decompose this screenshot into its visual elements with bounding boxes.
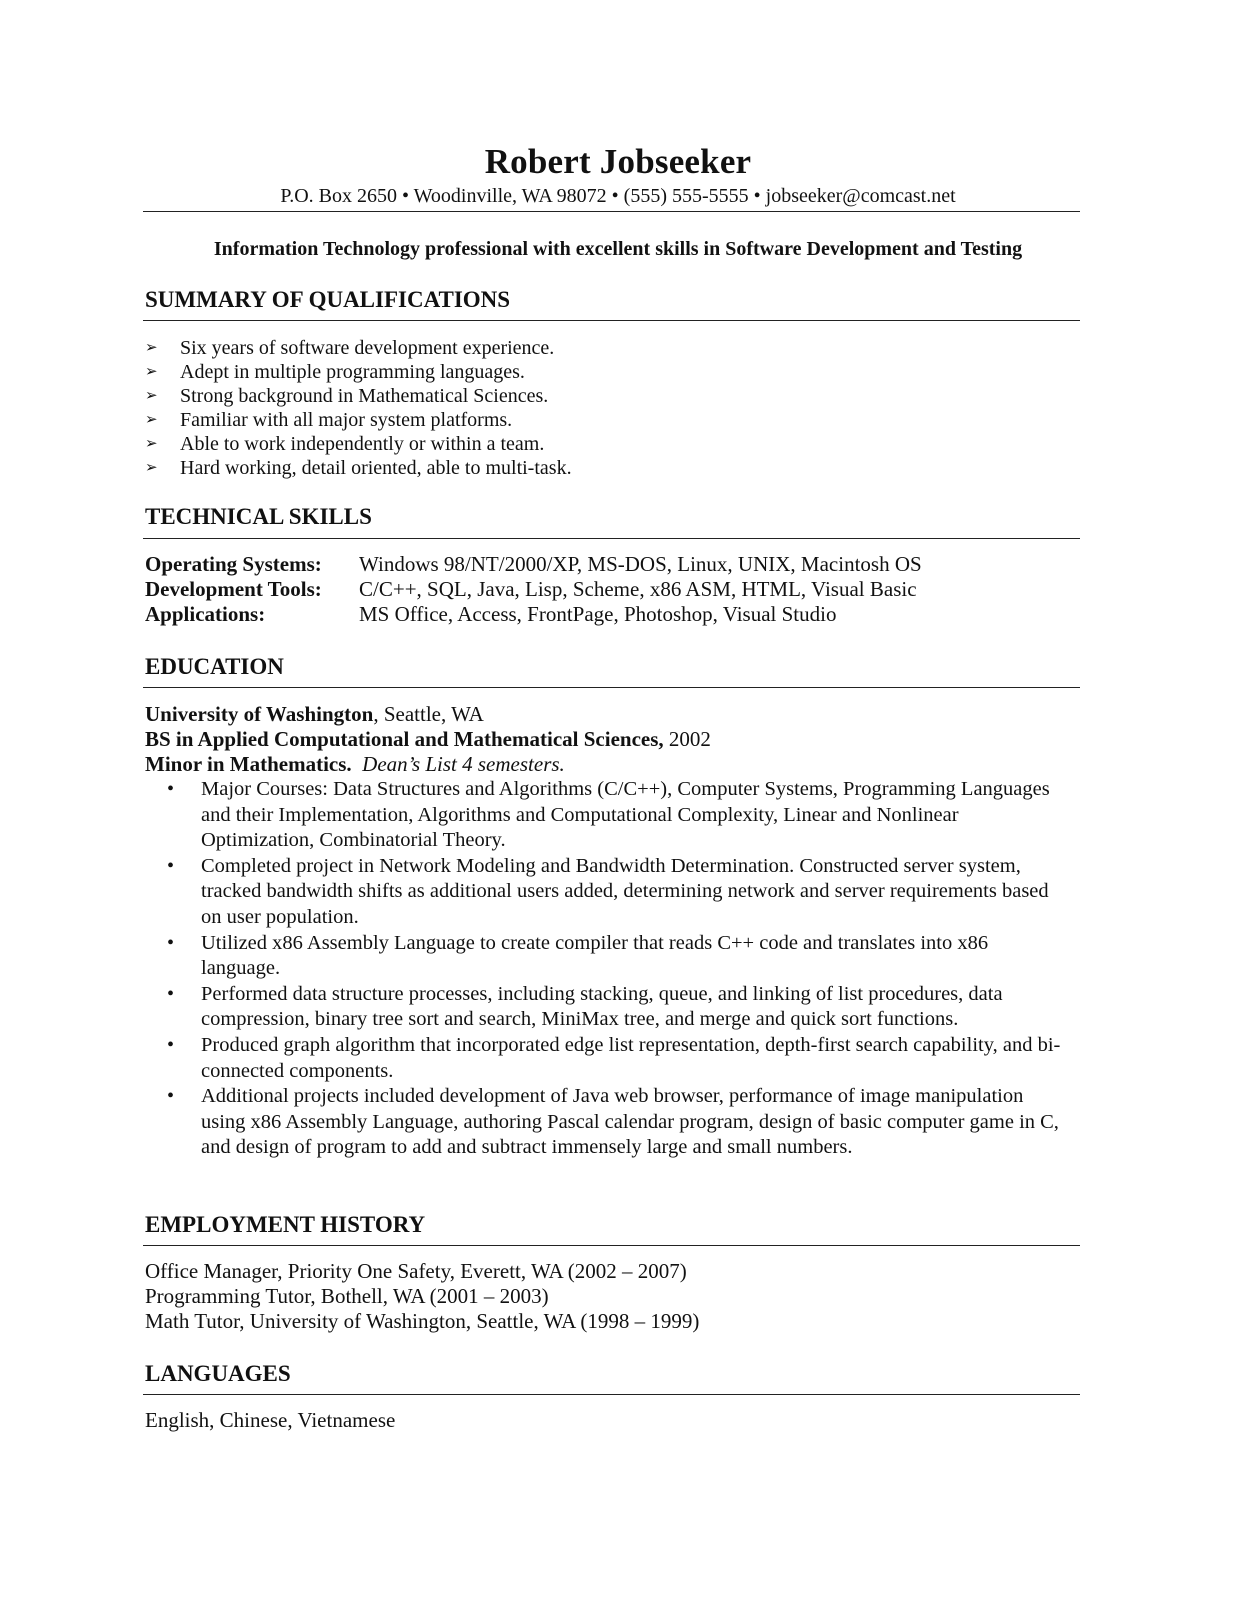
skill-value: Windows 98/NT/2000/XP, MS-DOS, Linux, UNIX, Macintosh OS [359,552,922,576]
employment-item: Programming Tutor, Bothell, WA (2001 – 2003) [145,1284,549,1308]
bullet-icon: • [167,982,175,1005]
degree-name: BS in Applied Computational and Mathematical Sciences, [145,727,664,751]
education-item [145,931,1065,982]
arrowhead-icon: ➢ [145,412,158,428]
minor-line [145,752,565,777]
section-title-education: EDUCATION [145,654,284,679]
section-title-languages: LANGUAGES [145,1361,291,1386]
education-item [145,982,1065,1033]
section-title-summary: SUMMARY OF QUALIFICATIONS [145,287,511,312]
skill-value: MS Office, Access, FrontPage, Photoshop, Visual Studio [359,602,837,626]
section-divider-skills [143,538,1080,539]
qualification-text: Six years of software development experience. [180,337,555,359]
bullet-icon: • [167,1033,175,1056]
minor-name: Minor in Mathematics. [145,752,352,776]
education-item-text: Utilized x86 Assembly Language to create compiler that reads C++ code and translates into x86 language. [201,931,989,980]
skill-label: Development Tools: [145,577,322,601]
education-item [145,1033,1065,1084]
section-title-employment: EMPLOYMENT HISTORY [145,1212,426,1237]
employment-item: Math Tutor, University of Washington, Seattle, WA (1998 – 1999) [145,1309,700,1333]
arrowhead-icon: ➢ [145,460,158,476]
bullet-icon: • [167,931,175,954]
arrowhead-icon: ➢ [145,364,158,380]
degree-year: 2002 [663,727,711,751]
skill-value: C/C++, SQL, Java, Lisp, Scheme, x86 ASM, HTML, Visual Basic [359,577,917,601]
arrowhead-icon: ➢ [145,388,158,404]
section-divider-languages [143,1394,1080,1395]
education-item-text: Additional projects included development of Java web browser, performance of image manipulation using x86 Assembly Language, authoring Pascal calendar program, design of basic computer game in C, and design of program to add and subtract immensely large and small numbers. [201,1085,1059,1159]
education-item [145,854,1065,931]
education-item-text: Performed data structure processes, including stacking, queue, and linking of list procedures, data compression, binary tree sort and search, MiniMax tree, and merge and quick sort functions. [201,982,1003,1031]
employment-item: Office Manager, Priority One Safety, Everett, WA (2002 – 2007) [145,1259,687,1283]
bullet-icon: • [167,778,175,800]
section-divider-employment [143,1245,1080,1246]
section-divider-summary [143,320,1080,321]
languages-text: English, Chinese, Vietnamese [145,1408,396,1432]
skill-label: Operating Systems: [145,552,322,576]
employment-list [145,1259,699,1334]
skill-row-tools [145,577,1045,602]
bullet-icon: • [167,1085,175,1108]
school-name: University of Washington [145,702,374,726]
contact-line: P.O. Box 2650 • Woodinville, WA 98072 • (555) 555-5555 • jobseeker@comcast.net [280,185,956,207]
education-item [145,1084,1065,1161]
qualification-text: Familiar with all major system platforms. [180,409,513,431]
skill-label: Applications: [145,602,266,626]
qualification-text: Strong background in Mathematical Sciences. [180,385,549,407]
education-details-list [145,777,1065,1161]
education-item [145,777,1065,854]
header-divider [143,211,1080,212]
objective-statement: Information Technology professional with excellent skills in Software Development and Testing [213,238,1023,260]
section-title-skills: TECHNICAL SKILLS [145,504,372,529]
honors-text: Dean’s List 4 semesters. [362,752,565,776]
skill-row-os [145,552,1045,577]
qualification-text: Hard working, detail oriented, able to multi-task. [180,457,572,479]
education-item-text: Major Courses: Data Structures and Algorithms (C/C++), Computer Systems, Programming Languages and their Implementation, Algorithms and Computational Complexity, Linear and Nonlinear Optimization, Combinatorial Theory. [201,778,1050,852]
arrowhead-icon: ➢ [145,340,158,356]
skills-table [145,552,1045,627]
school-location: , Seattle, WA [373,702,484,726]
education-item-text: Completed project in Network Modeling and Bandwidth Determination. Constructed server system, tracked bandwidth shifts as additional users added, determining network and server requirements based on user population. [201,854,1049,928]
school-line [145,702,484,727]
qualification-text: Able to work independently or within a team. [180,433,545,455]
degree-line [145,727,711,752]
arrowhead-icon: ➢ [145,436,158,452]
education-item-text: Produced graph algorithm that incorporated edge list representation, depth-first search capability, and bi-connected components. [201,1033,1061,1082]
qualification-text: Adept in multiple programming languages. [180,361,525,383]
skill-row-applications [145,602,1045,627]
applicant-name: Robert Jobseeker [484,142,752,181]
bullet-icon: • [167,854,175,877]
section-divider-education [143,687,1080,688]
